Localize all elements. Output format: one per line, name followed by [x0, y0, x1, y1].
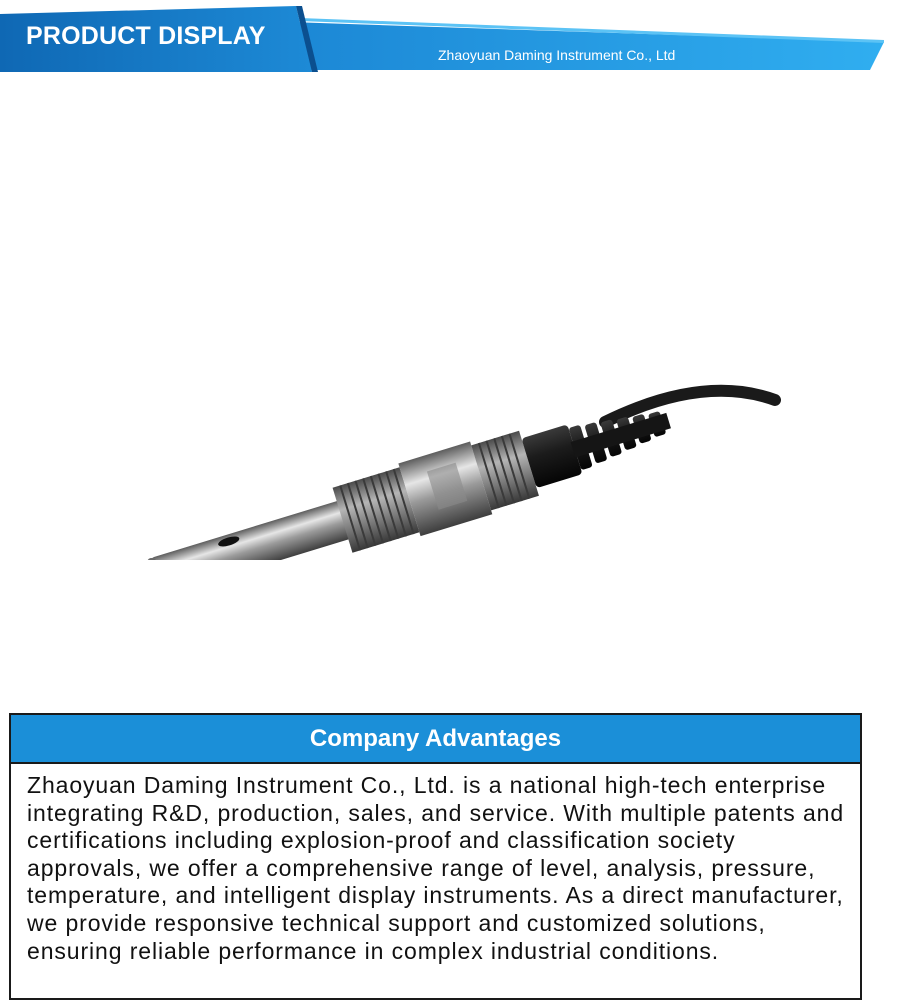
company-name: Zhaoyuan Daming Instrument Co., Ltd: [438, 47, 676, 63]
company-advantages-panel: [9, 713, 862, 1000]
product-image: [100, 360, 800, 560]
advantages-header: [11, 715, 860, 764]
advantages-text: Zhaoyuan Daming Instrument Co., Ltd. is a national high-tech enterprise integrating R&D, production, sales, and service. With multiple patents and certifications including explosion-proof and classification society approvals, we offer a comprehensive range of level, analysis, pressure, temperature, and intelligent display instruments. As a direct manufacturer, we provide responsive technical support and customized solutions, ensuring reliable performance in complex industrial conditions.: [27, 772, 845, 964]
header-banner: [0, 0, 897, 75]
page-title: PRODUCT DISPLAY: [26, 22, 266, 50]
advantages-title: Company Advantages: [309, 724, 562, 752]
